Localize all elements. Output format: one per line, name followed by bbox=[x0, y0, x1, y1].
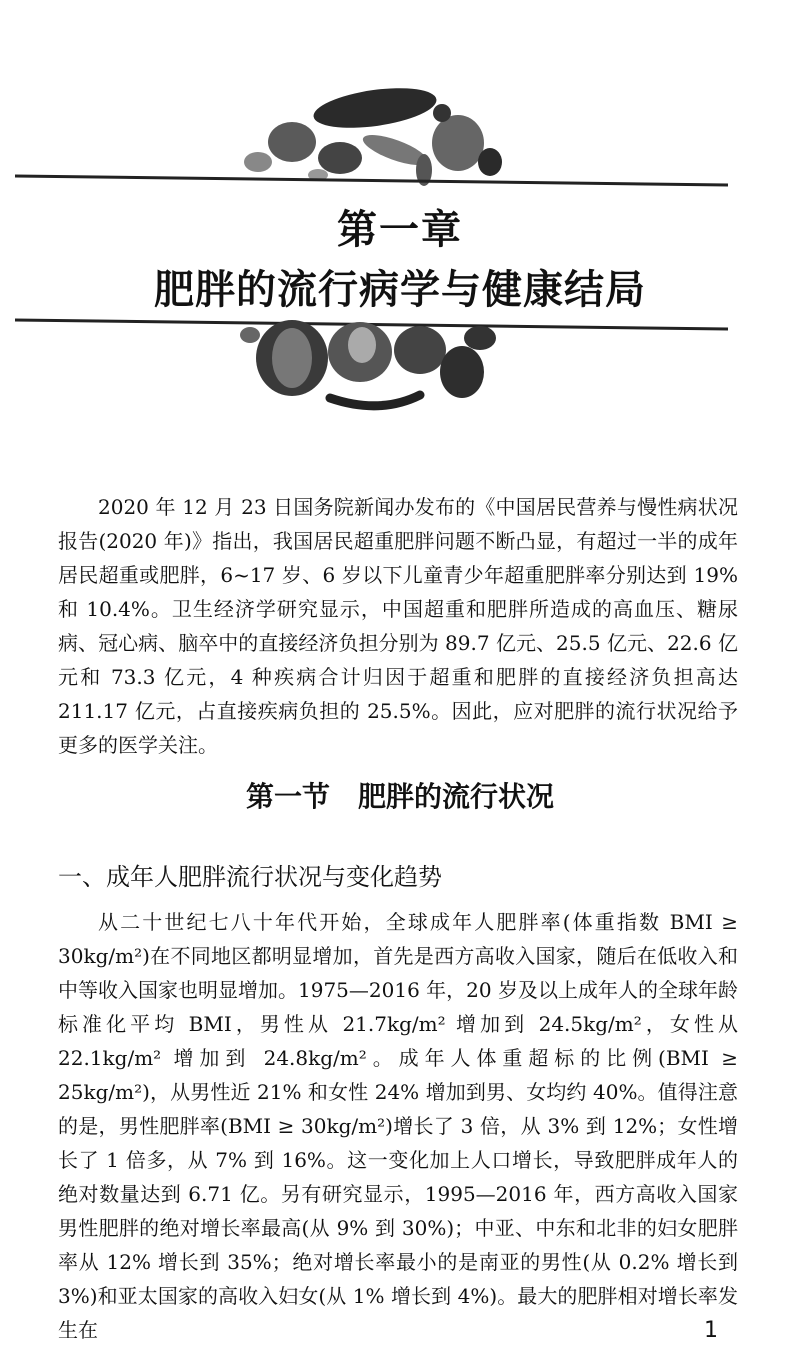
subsection-title: 一、成年人肥胖流行状况与变化趋势 bbox=[58, 863, 442, 891]
page-number: 1 bbox=[704, 1318, 718, 1343]
chapter-number: 第一章 bbox=[337, 207, 463, 253]
intro-paragraph: 2020 年 12 月 23 日国务院新闻办发布的《中国居民营养与慢性病状况报告(2020 年)》指出，我国居民超重肥胖问题不断凸显，有超过一半的成年居民超重或肥胖，6~17 岁、6 岁以下儿童青少年超重肥胖率分别达到 19% 和 10.4%。卫生经济学研究显示，中国超重和肥胖所造成的高血压、糖尿病、冠心病、脑卒中的直接经济负担分别为 89.7 亿元、25.5 亿元、22.6 亿元和 73.3 亿元，4 种疾病合计归因于超重和肥胖的直接经济负担高达 211.17 亿元，占直接疾病负担的 25.5%。因此，应对肥胖的流行状况给予更多的医学关注。 bbox=[58, 495, 738, 757]
body-paragraph: 从二十世纪七八十年代开始，全球成年人肥胖率(体重指数 BMI ≥ 30kg/m²)在不同地区都明显增加，首先是西方高收入国家，随后在低收入和中等收入国家也明显增加。1975—2016 年，20 岁及以上成年人的全球年龄标准化平均 BMI，男性从 21.7kg/m² 增加到 24.5kg/m²，女性从 22.1kg/m² 增加到 24.8kg/m²。成年人体重超标的比例(BMI ≥ 25kg/m²)，从男性近 21% 和女性 24% 增加到男、女均约 40%。值得注意的是，男性肥胖率(BMI ≥ 30kg/m²)增长了 3 倍，从 3% 到 12%；女性增长了 1 倍多，从 7% 到 16%。这一变化加上人口增长，导致肥胖成年人的绝对数量达到 6.71 亿。另有研究显示，1995—2016 年，西方高收入国家男性肥胖的绝对增长率最高(从 9% 到 30%)；中亚、中东和北非的妇女肥胖率从 12% 增长到 35%；绝对增长率最小的是南亚的男性(从 0.2% 增长到 3%)和亚太国家的高收入妇女(从 1% 增长到 4%)。最大的肥胖相对增长率发生在 bbox=[58, 910, 738, 1342]
chapter-title: 肥胖的流行病学与健康结局 bbox=[154, 267, 646, 313]
section-title: 第一节 肥胖的流行状况 bbox=[245, 780, 554, 813]
